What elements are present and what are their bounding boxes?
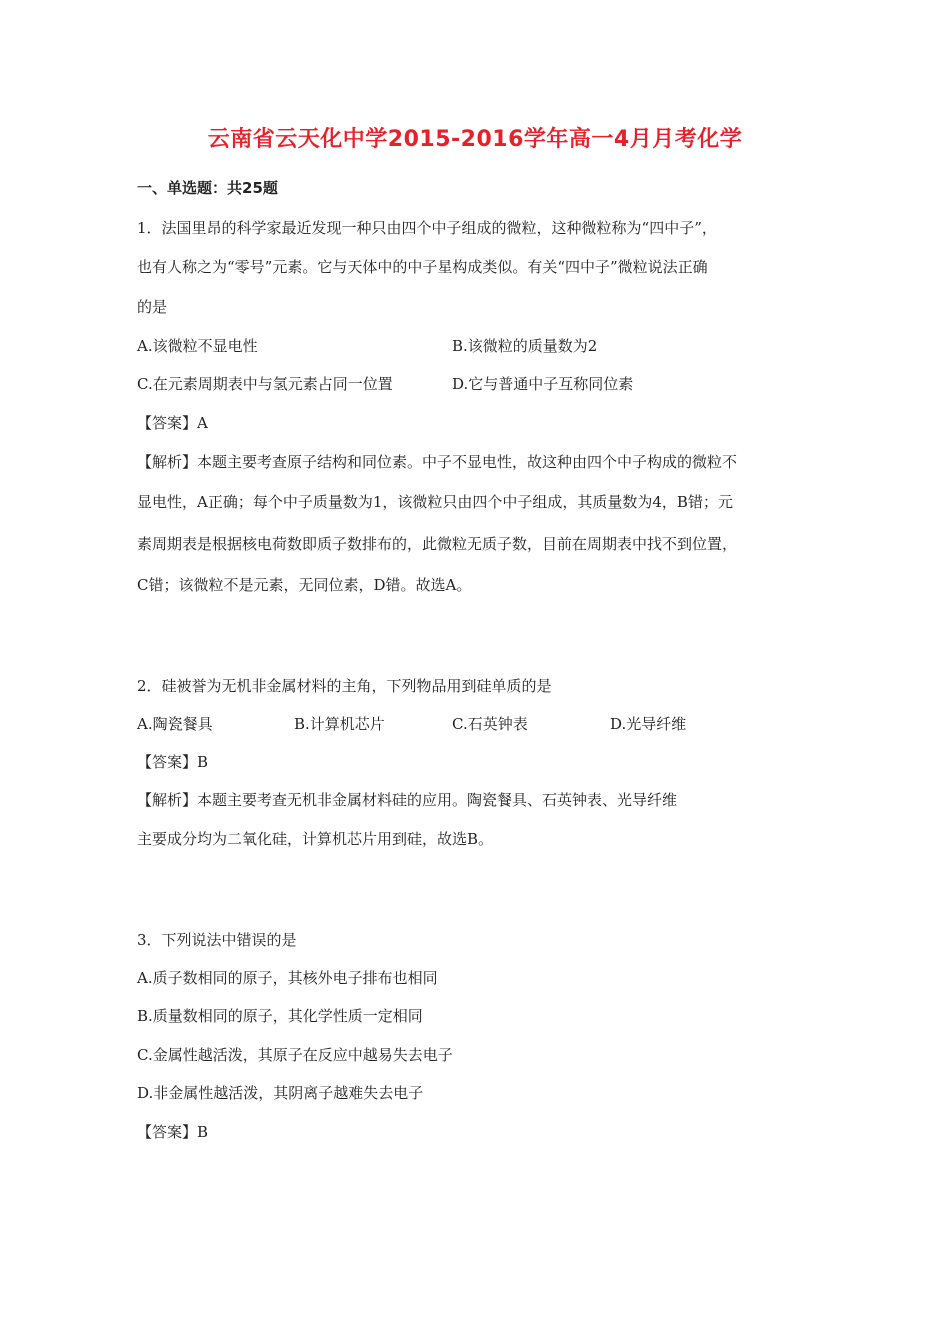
q2-option-c: C.石英钟表 bbox=[452, 715, 528, 733]
q1-analysis-line-4: C错；该微粒不是元素，无同位素，D错。故选A。 bbox=[137, 576, 472, 594]
q1-option-d: D.它与普通中子互称同位素 bbox=[452, 375, 634, 393]
q1-analysis-line-2: 显电性，A正确；每个中子质量数为1，该微粒只由四个中子组成，其质量数为4，B错；元 bbox=[137, 493, 733, 511]
q3-option-b: B.质量数相同的原子，其化学性质一定相同 bbox=[137, 1007, 423, 1025]
q3-option-d: D.非金属性越活泼，其阴离子越难失去电子 bbox=[137, 1084, 424, 1102]
q3-answer: 【答案】B bbox=[137, 1123, 209, 1141]
q1-stem-line-3: 的是 bbox=[137, 298, 168, 316]
q3-stem: 3．下列说法中错误的是 bbox=[137, 931, 297, 949]
q1-answer: 【答案】A bbox=[137, 414, 208, 432]
q1-analysis-line-1: 【解析】本题主要考查原子结构和同位素。中子不显电性，故这种由四个中子构成的微粒不 bbox=[137, 453, 738, 471]
q2-option-d: D.光导纤维 bbox=[610, 715, 687, 733]
q2-stem: 2．硅被誉为无机非金属材料的主角，下列物品用到硅单质的是 bbox=[137, 677, 552, 695]
q1-option-b: B.该微粒的质量数为2 bbox=[452, 337, 598, 355]
q3-option-a: A.质子数相同的原子，其核外电子排布也相同 bbox=[137, 969, 438, 987]
q2-option-b: B.计算机芯片 bbox=[294, 715, 385, 733]
q1-stem-line-1: 1．法国里昂的科学家最近发现一种只由四个中子组成的微粒，这种微粒称为“四中子”， bbox=[137, 219, 717, 237]
q1-stem-line-2: 也有人称之为“零号”元素。它与天体中的中子星构成类似。有关“四中子”微粒说法正确 bbox=[137, 258, 708, 276]
q1-option-a: A.该微粒不显电性 bbox=[137, 337, 258, 355]
q2-option-a: A.陶瓷餐具 bbox=[137, 715, 213, 733]
q1-option-c: C.在元素周期表中与氢元素占同一位置 bbox=[137, 375, 393, 393]
q2-analysis-line-2: 主要成分均为二氧化硅，计算机芯片用到硅，故选B。 bbox=[137, 830, 494, 848]
document-title: 云南省云天化中学2015-2016学年高一4月月考化学 bbox=[207, 127, 743, 152]
q2-analysis-line-1: 【解析】本题主要考查无机非金属材料硅的应用。陶瓷餐具、石英钟表、光导纤维 bbox=[137, 791, 678, 809]
q1-analysis-line-3: 素周期表是根据核电荷数即质子数排布的，此微粒无质子数，目前在周期表中找不到位置， bbox=[137, 535, 738, 553]
q3-option-c: C.金属性越活泼，其原子在反应中越易失去电子 bbox=[137, 1046, 453, 1064]
section-heading: 一、单选题：共25题 bbox=[137, 179, 278, 197]
q2-answer: 【答案】B bbox=[137, 753, 209, 771]
